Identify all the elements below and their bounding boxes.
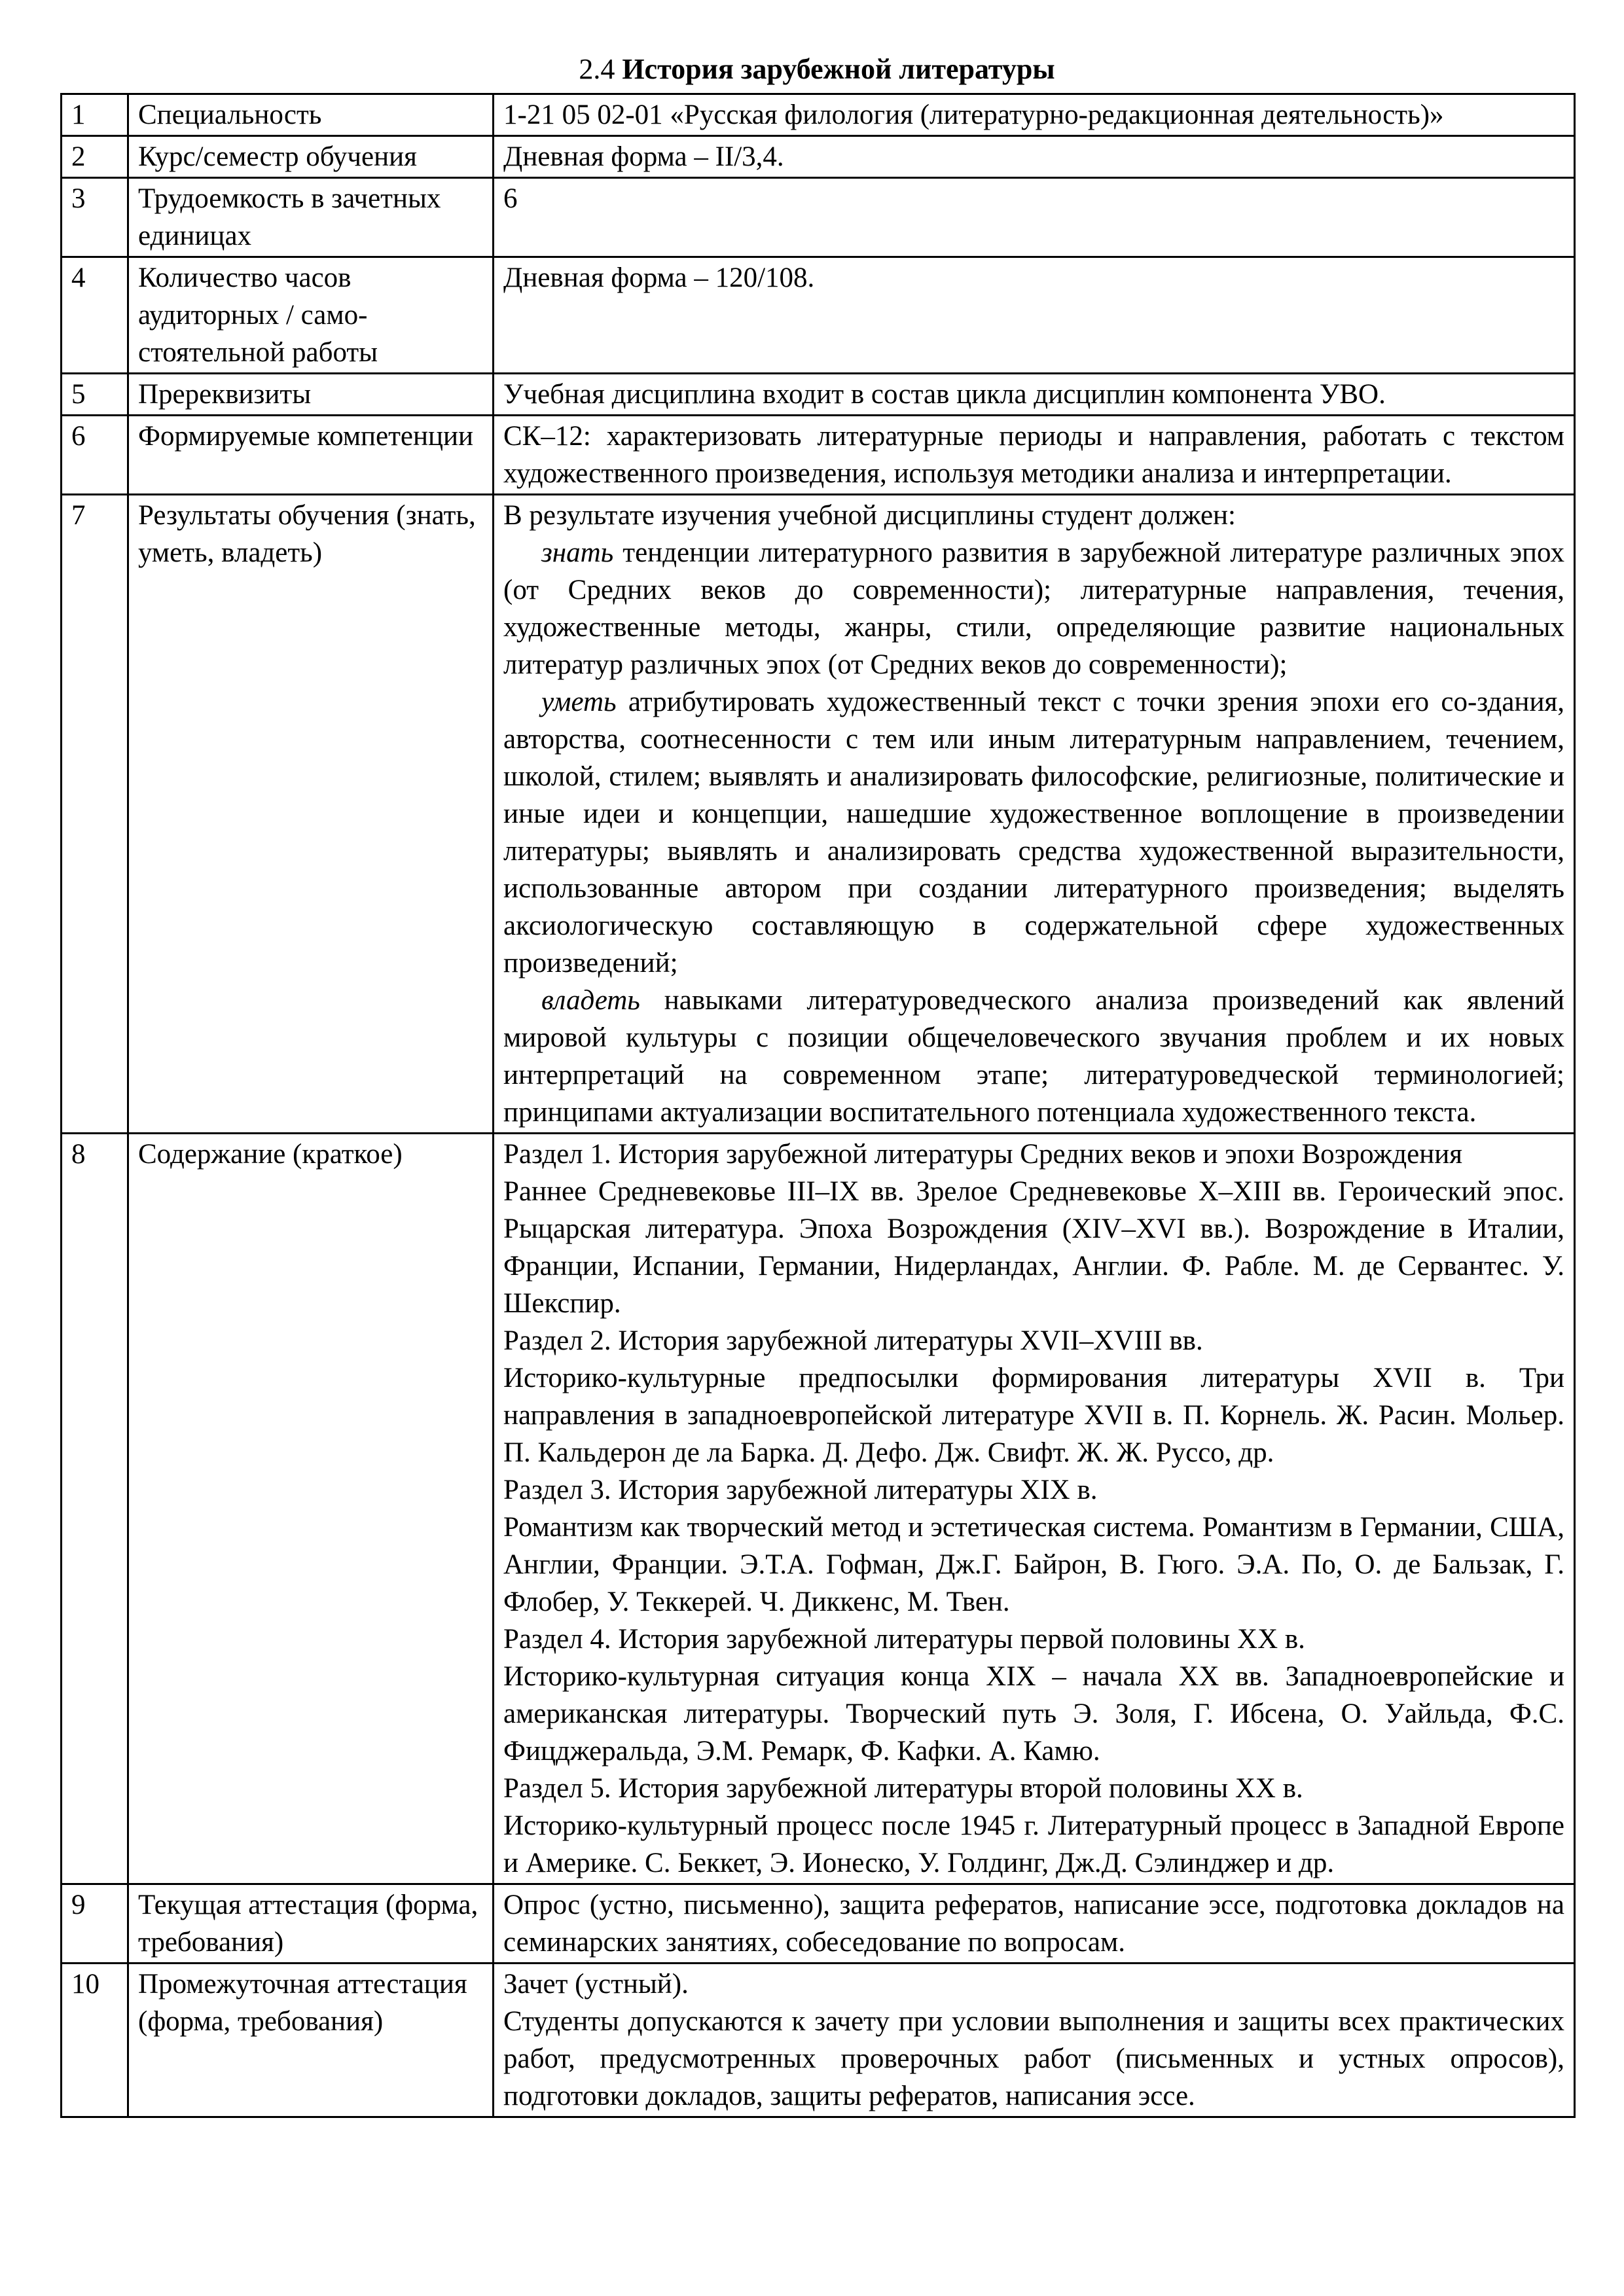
section-text: Историко-культурные предпосылки формирования литературы XVII в. Три направления в западноевропейской литературе XVII в. П. Корнель. Ж. Расин. Мольер. П. Кальдерон де ла Барка. Д. Дефо. Дж. Свифт. Ж. Ж. Руссо, др. [503, 1363, 1564, 1468]
table-row [62, 1884, 1575, 1964]
row-label: Промежуточная аттестация (форма, требования) [128, 1964, 494, 2117]
table-row [62, 374, 1575, 416]
table-row [62, 257, 1575, 374]
section-heading: Раздел 1. История зарубежной литературы Средних веков и эпохи Возрождения [503, 1139, 1463, 1170]
row-number: 4 [62, 257, 128, 374]
row-number: 6 [62, 416, 128, 495]
row-label: Курс/семестр обучения [128, 136, 494, 178]
row-value-exam [494, 1964, 1575, 2117]
section-heading: Раздел 5. История зарубежной литературы второй половины XX в. [503, 1773, 1303, 1804]
outcome-text: атрибутировать художественный текст с точки зрения эпохи его со-здания, авторства, соотнесенности с тем или иным литературным направлением, течением, школой, стилем; выявлять и анализировать философские, религиозные, политические и иные идеи и концепции, нашедшие художественное воплощение в произведении литературы; выявлять и анализировать средства художественной выразительности, использованные автором при создании литературного произведения; выделять аксиологическую составляющую в содержательной сфере художественных произведений; [503, 687, 1564, 978]
document-title [60, 51, 1574, 88]
outcome-can [503, 683, 1564, 982]
row-value: Дневная форма – II/3,4. [494, 136, 1575, 178]
row-value: Опрос (устно, письменно), защита рефератов, написание эссе, подготовка докладов на семинарских занятиях, собеседование по вопросам. [494, 1884, 1575, 1964]
outcome-term: уметь [541, 687, 617, 717]
row-label: Пререквизиты [128, 374, 494, 416]
row-value: Дневная форма – 120/108. [494, 257, 1575, 374]
section-text: Раннее Средневековье III–IX вв. Зрелое Средневековье X–XIII вв. Героический эпос. Рыцарская литература. Эпоха Возрождения (XIV–XVI вв.). Возрождение в Италии, Франции, Испании, Германии, Нидерландах, Англии. Ф. Рабле. М. де Сервантес. У. Шекспир. [503, 1176, 1564, 1319]
table-row [62, 1134, 1575, 1884]
section-text: Историко-культурный процесс после 1945 г. Литературный процесс в Западной Европе и Америке. С. Беккет, Э. Ионеско, У. Голдинг, Дж.Д. Сэлинджер и др. [503, 1810, 1564, 1878]
row-label: Количество часов аудиторных / само-стоятельной работы [128, 257, 494, 374]
row-number: 8 [62, 1134, 128, 1884]
outcome-know [503, 534, 1564, 683]
outcome-term: владеть [541, 985, 640, 1016]
table-row [62, 94, 1575, 136]
table-row [62, 416, 1575, 495]
row-label: Результаты обучения (знать, уметь, владеть) [128, 495, 494, 1134]
row-label: Текущая аттестация (форма, требования) [128, 1884, 494, 1964]
table-row [62, 495, 1575, 1134]
section-text: Романтизм как творческий метод и эстетическая система. Романтизм в Германии, США, Англии, Франции. Э.Т.А. Гофман, Дж.Г. Байрон, В. Гюго. Э.А. По, О. де Бальзак, Г. Флобер, У. Теккерей. Ч. Диккенс, М. Твен. [503, 1512, 1564, 1617]
outcome-text: навыками литературоведческого анализа произведений как явлений мировой культуры с позиции общечеловеческого звучания проблем и их новых интерпретаций на современном этапе; литературоведческой терминологией; принципами актуализации воспитательного потенциала художественного текста. [503, 985, 1564, 1128]
row-number: 10 [62, 1964, 128, 2117]
row-number: 1 [62, 94, 128, 136]
row-value: СК–12: характеризовать литературные периоды и направления, работать с текстом художественного произведения, используя методики анализа и интерпретации. [494, 416, 1575, 495]
outcome-term: знать [541, 537, 614, 568]
row-value-learning-outcomes [494, 495, 1575, 1134]
title-number: 2.4 [579, 53, 623, 85]
row-number: 5 [62, 374, 128, 416]
row-value: 6 [494, 178, 1575, 257]
row-value-content [494, 1134, 1575, 1884]
outcomes-intro: В результате изучения учебной дисциплины студент должен: [503, 500, 1236, 531]
row-label: Формируемые компетенции [128, 416, 494, 495]
row-value: 1-21 05 02-01 «Русская филология (литературно-редакционная деятельность)» [494, 94, 1575, 136]
row-number: 9 [62, 1884, 128, 1964]
row-number: 3 [62, 178, 128, 257]
course-info-table [60, 93, 1576, 2118]
row-label: Специальность [128, 94, 494, 136]
section-heading: Раздел 4. История зарубежной литературы первой половины XX в. [503, 1624, 1305, 1655]
outcome-own [503, 982, 1564, 1131]
outcome-text: тенденции литературного развития в зарубежной литературе различных эпох (от Средних веков до современности); литературные направления, течения, художественные методы, жанры, стили, определяющие развитие национальных литератур различных эпох (от Средних веков до современности); [503, 537, 1564, 680]
row-label: Содержание (краткое) [128, 1134, 494, 1884]
section-heading: Раздел 3. История зарубежной литературы XIX в. [503, 1475, 1098, 1505]
section-text: Историко-культурная ситуация конца XIX – начала XX вв. Западноевропейские и американская литературы. Творческий путь Э. Золя, Г. Ибсена, О. Уайльда, Ф.С. Фицджеральда, Э.М. Ремарк, Ф. Кафки. А. Камю. [503, 1661, 1564, 1767]
table-row [62, 178, 1575, 257]
title-text: История зарубежной литературы [622, 53, 1055, 85]
exam-form: Зачет (устный). [503, 1969, 689, 2000]
row-number: 2 [62, 136, 128, 178]
table-row [62, 1964, 1575, 2117]
table-row [62, 136, 1575, 178]
section-heading: Раздел 2. История зарубежной литературы XVII–XVIII вв. [503, 1325, 1203, 1356]
exam-requirements: Студенты допускаются к зачету при условии выполнения и защиты всех практических работ, предусмотренных проверочных работ (письменных и устных опросов), подготовки докладов, защиты рефератов, написания эссе. [503, 2006, 1564, 2111]
row-number: 7 [62, 495, 128, 1134]
row-value: Учебная дисциплина входит в состав цикла дисциплин компонента УВО. [494, 374, 1575, 416]
row-label: Трудоемкость в зачетных единицах [128, 178, 494, 257]
